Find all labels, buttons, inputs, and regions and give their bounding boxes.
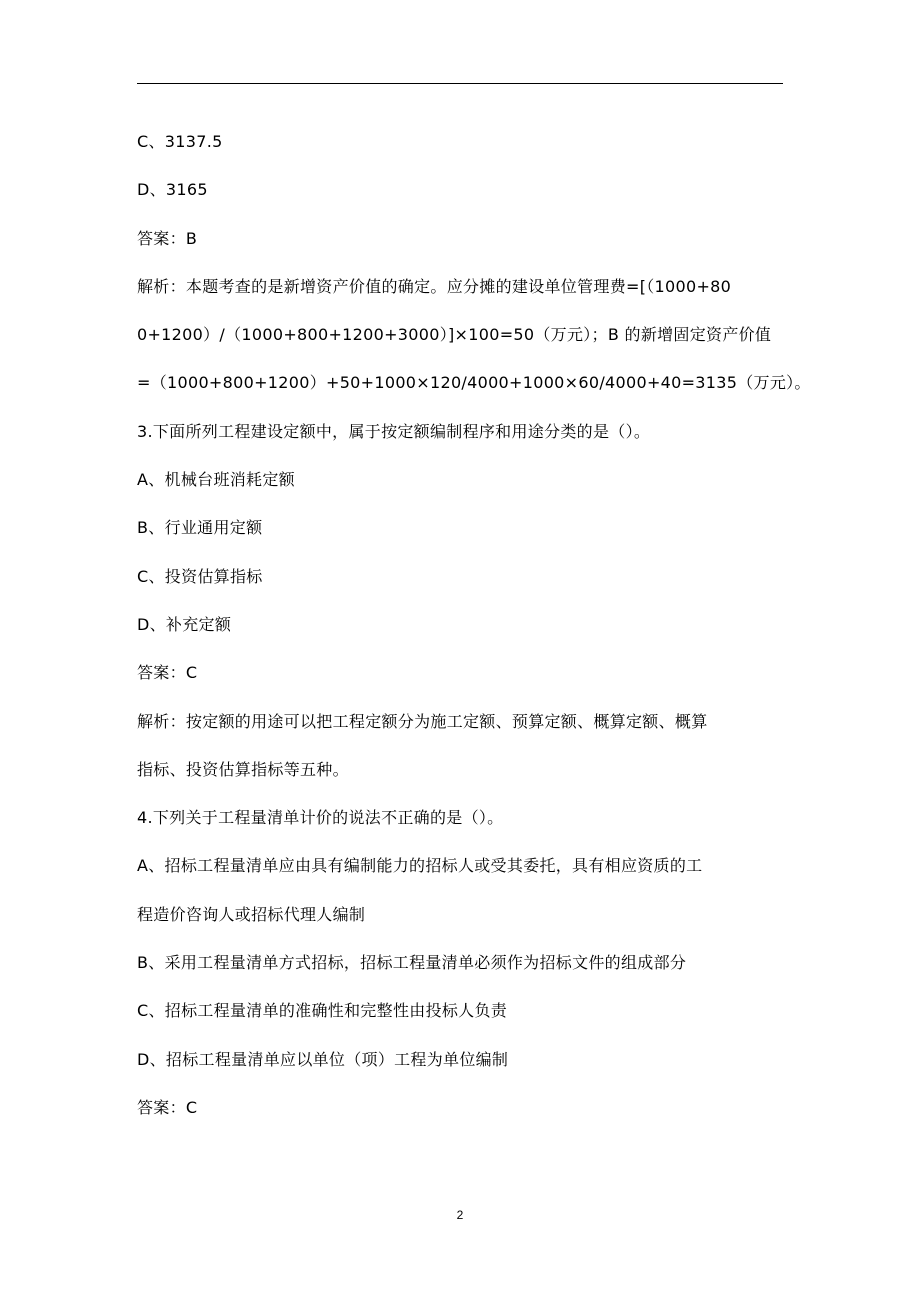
option-c-line: C、投资估算指标: [137, 566, 263, 586]
option-b-line: B、采用工程量清单方式招标，招标工程量清单必须作为招标文件的组成部分: [137, 953, 687, 973]
option-c-line: C、招标工程量清单的准确性和完整性由投标人负责: [137, 1001, 508, 1021]
page-number: 2: [456, 1208, 464, 1222]
document-body: [137, 118, 811, 1132]
option-d-line: D、3165: [137, 180, 208, 200]
option-a-line: A、机械台班消耗定额: [137, 470, 295, 490]
question-4: 4.下列关于工程量清单计价的说法不正确的是（）。: [137, 808, 504, 828]
option-a-line: A、招标工程量清单应由具有编制能力的招标人或受其委托，具有相应资质的工: [137, 856, 703, 876]
analysis-line: 0+1200）/（1000+800+1200+3000）]×100=50（万元）；B 的新增固定资产价值: [137, 325, 772, 345]
analysis-line: 解析：按定额的用途可以把工程定额分为施工定额、预算定额、概算定额、概算: [137, 711, 708, 731]
question-3: 3.下面所列工程建设定额中，属于按定额编制程序和用途分类的是（）。: [137, 421, 651, 441]
analysis-line: 指标、投资估算指标等五种。: [137, 759, 349, 779]
header-rule: [137, 83, 783, 84]
option-a-line-continued: 程造价咨询人或招标代理人编制: [137, 904, 366, 924]
option-c-line: C、3137.5: [137, 132, 223, 151]
option-b-line: B、行业通用定额: [137, 518, 263, 538]
option-d-line: D、招标工程量清单应以单位（项）工程为单位编制: [137, 1049, 509, 1069]
analysis-line: 解析：本题考查的是新增资产价值的确定。应分摊的建设单位管理费=[（1000+80: [137, 276, 732, 296]
answer-line: 答案：C: [137, 663, 198, 683]
analysis-line: =（1000+800+1200）+50+1000×120/4000+1000×60/4000+40=3135（万元）。: [137, 373, 811, 393]
answer-line: 答案：B: [137, 228, 198, 248]
answer-line: 答案：C: [137, 1097, 198, 1117]
option-d-line: D、补充定额: [137, 614, 232, 634]
